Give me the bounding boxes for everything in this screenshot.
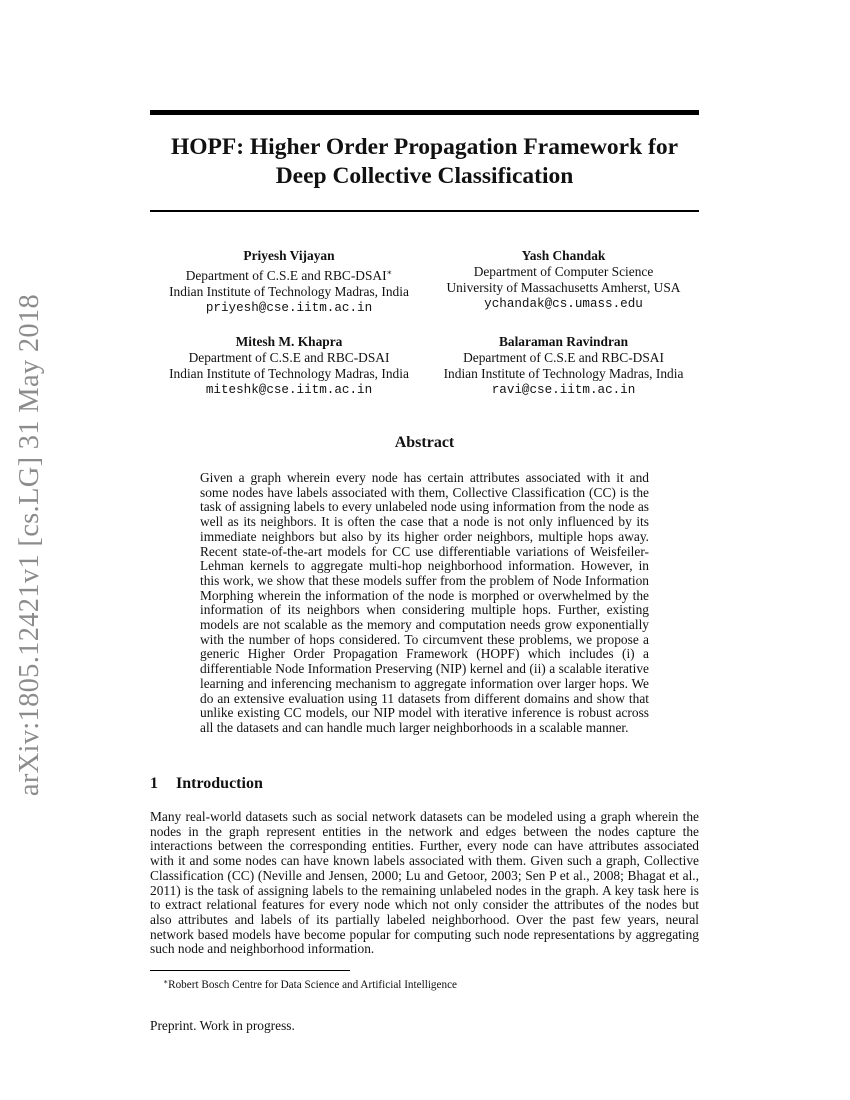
author-department: Department of C.S.E and RBC-DSAI <box>188 350 390 365</box>
section-heading-introduction <box>150 775 263 793</box>
author-institution: University of Massachusetts Amherst, USA <box>446 280 681 295</box>
author-name: Balaraman Ravindran <box>498 334 629 349</box>
author-name: Priyesh Vijayan <box>243 248 335 263</box>
author-department: Department of C.S.E and RBC-DSAI∗ <box>185 267 393 283</box>
paper-title <box>150 133 699 191</box>
footnote-rule <box>150 970 350 971</box>
footnote-symbol: ∗ <box>163 977 169 986</box>
arxiv-identifier-stamp <box>8 285 52 805</box>
author-department: Department of Computer Science <box>473 264 654 279</box>
abstract-text: Given a graph wherein every node has certain attributes associated with it and some nodes have labels associated with them, Collective Classification (CC) is the task of assigning labels to every unlabeled node using information from the node as well as its neighbors. It is often the case that a node is not only influenced by its immediate neighbors but also by its higher order neighbors, multiple hops away. Recent state-of-the-art models for CC use differentiable variations of Weisfeiler-Lehman kernels to aggregate multi-hop neighborhood information. However, in this work, we show that these models suffer from the problem of Node Information Morphing wherein the information of the node is morphed or overwhelmed by the information of its neighbors when considering multiple hops. Further, existing models are not scalable as the memory and computation needs grow exponentially with the number of hops considered. To circumvent these problems, we propose a generic Higher Order Propagation Framework (HOPF) which includes (i) a differentiable Node Information Preserving (NIP) kernel and (ii) a scalable iterative learning and inferencing mechanism to aggregate information over larger hops. We do an extensive evaluation using 11 datasets from different domains and show that unlike existing CC models, our NIP model with iterative inference is robust across all the datasets and can handle much larger neighborhoods in a scalable manner. <box>200 470 649 735</box>
author-institution: Indian Institute of Technology Madras, India <box>169 284 409 299</box>
author-name: Mitesh M. Khapra <box>235 334 343 349</box>
footnote-text: Robert Bosch Centre for Data Science and Artificial Intelligence <box>168 979 458 991</box>
author-email: ychandak@cs.umass.edu <box>484 297 643 311</box>
author-4 <box>428 334 699 398</box>
author-institution: Indian Institute of Technology Madras, India <box>169 366 409 381</box>
arxiv-stamp-text: arXiv:1805.12421v1 [cs.LG] 31 May 2018 <box>14 293 45 797</box>
title-line-1: HOPF: Higher Order Propagation Framework for <box>170 134 679 160</box>
preprint-notice: Preprint. Work in progress. <box>150 1018 295 1033</box>
author-3 <box>150 334 428 398</box>
footnote <box>163 975 457 992</box>
abstract-heading: Abstract <box>394 434 455 451</box>
title-line-2: Deep Collective Classification <box>275 163 574 189</box>
author-name: Yash Chandak <box>521 248 606 263</box>
author-1 <box>150 248 428 316</box>
author-institution: Indian Institute of Technology Madras, India <box>443 366 684 381</box>
author-email: ravi@cse.iitm.ac.in <box>491 383 636 397</box>
author-department: Department of C.S.E and RBC-DSAI <box>463 350 664 365</box>
author-2 <box>428 248 699 312</box>
footnote-mark: ∗ <box>386 267 393 277</box>
title-top-rule <box>150 110 699 115</box>
section-number: 1 <box>150 775 158 792</box>
author-email: miteshk@cse.iitm.ac.in <box>205 383 373 397</box>
section-title: Introduction <box>176 775 263 792</box>
author-email: priyesh@cse.iitm.ac.in <box>205 301 373 315</box>
title-bottom-rule <box>150 210 699 212</box>
introduction-text: Many real-world datasets such as social network datasets can be modeled using a graph wherein the nodes in the graph represent entities in the network and edges between the nodes capture the interactions between the corresponding entities. Further, every node can have attributes associated with it and some nodes can have known labels associated with them. Given such a graph, Collective Classification (CC) (Neville and Jensen, 2000; Lu and Getoor, 2003; Sen P et al., 2008; Bhagat et al., 2011) is the task of assigning labels to the remaining unlabeled nodes in the graph. A key task here is to extract relational features for every node which not only consider the attributes of the nodes but also attributes and labels of its partially labeled neighborhood. Over the past few years, neural network based models have become popular for computing such node representations by aggregating such node and neighborhood information. <box>150 809 699 957</box>
